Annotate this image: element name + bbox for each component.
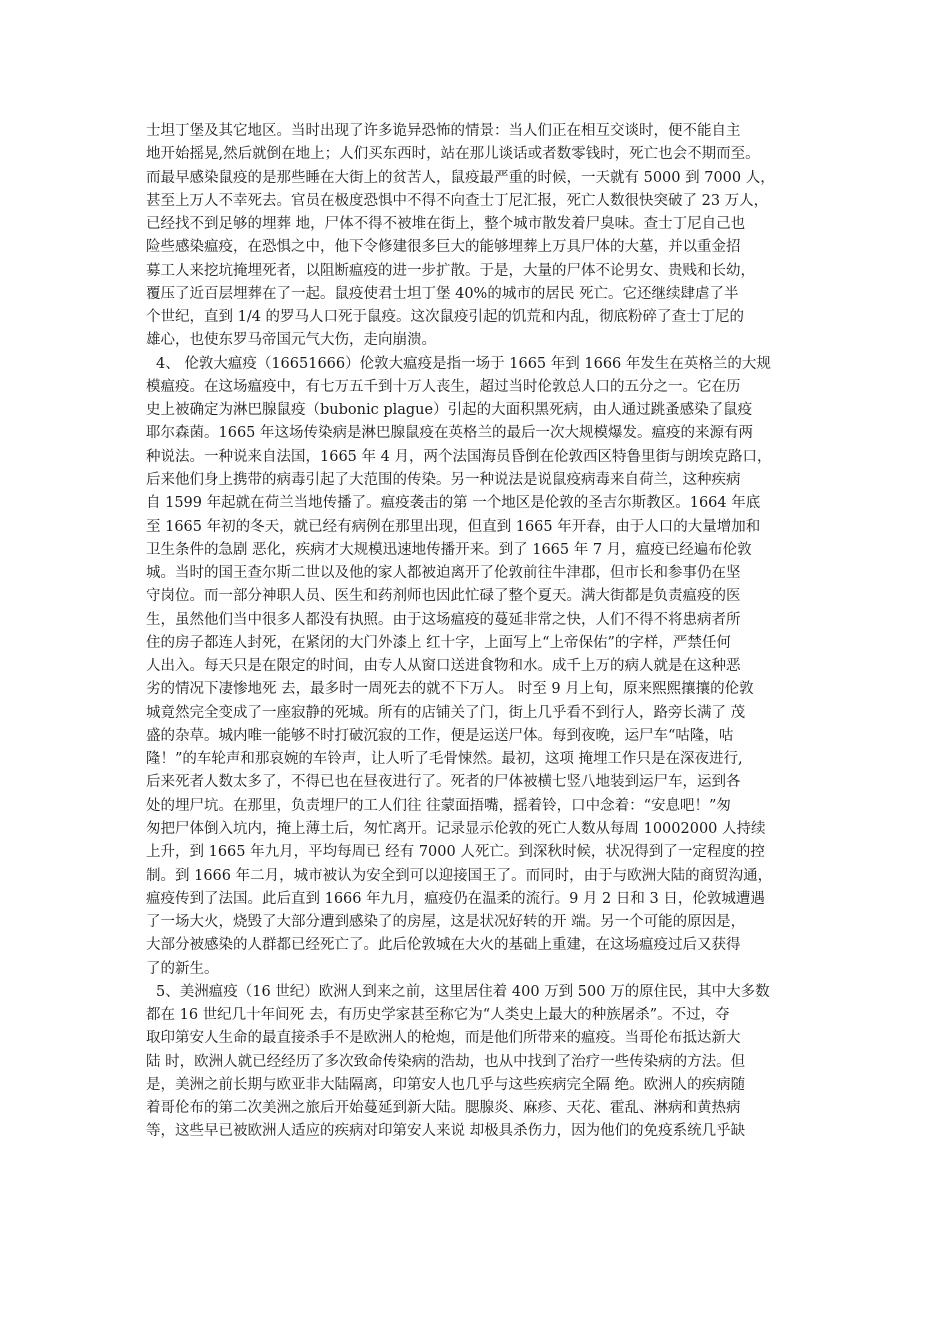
paragraph-start-line: 4、 伦敦大瘟疫（16651666）伦敦大瘟疫是指一场于 1665 年到 1666 年发生在英格兰的大规 bbox=[156, 355, 771, 372]
text-line: 至 1665 年初的冬天，就已经有病例在那里出现，但直到 1665 年开春，由于人口的大量增加和 bbox=[146, 518, 761, 535]
text-line: 覆压了近百层埋葬在了一起。鼠疫使君士坦丁堡 40%的城市的居民 死亡。它还继续肆虐了半 bbox=[146, 285, 739, 302]
text-line: 瘟疫传到了法国。此后直到 1666 年九月，瘟疫仍在温柔的流行。9 月 2 日和 3 日，伦敦城遭遇 bbox=[146, 890, 765, 907]
text-line: 陆 时，欧洲人就已经经历了多次致命传染病的浩劫，也从中找到了治疗一些传染病的方法。但 bbox=[146, 1053, 746, 1070]
document-page bbox=[146, 120, 816, 1144]
text-line: 着哥伦布的第二次美洲之旅后开始蔓延到新大陆。腮腺炎、麻疹、天花、霍乱、淋病和黄热病 bbox=[146, 1100, 741, 1117]
text-line: 甚至上万人不幸死去。官员在极度恐惧中不得不向查士丁尼汇报，死亡人数很快突破了 23 万人， bbox=[146, 192, 769, 209]
text-line: 取印第安人生命的最直接杀手不是欧洲人的枪炮，而是他们所带来的瘟疫。当哥伦布抵达新大 bbox=[146, 1030, 741, 1047]
text-line: 制。到 1666 年二月，城市被认为安全到可以迎接国王了。而同时，由于与欧洲大陆的商贸沟通， bbox=[146, 867, 773, 884]
text-line: 募工人来挖坑掩埋死者，以阻断瘟疫的进一步扩散。于是，大量的尸体不论男女、贵贱和长幼， bbox=[146, 262, 755, 279]
text-line: 是，美洲之前长期与欧亚非大陆隔离，印第安人也几乎与这些疾病完全隔 绝。欧洲人的疾病随 bbox=[146, 1076, 746, 1093]
text-line: 生，虽然他们当中很多人都没有执照。由于这场瘟疫的蔓延非常之快，人们不得不将患病者所 bbox=[146, 611, 741, 628]
text-line: 住的房子都连人封死，在紧闭的大门外漆上 红十字，上面写上“上帝保佑”的字样，严禁任何 bbox=[146, 634, 731, 651]
text-line: 史上被确定为淋巴腺鼠疫（bubonic plague）引起的大面积黑死病，由人通过跳蚤感染了鼠疫 bbox=[146, 402, 753, 419]
text-line: 自 1599 年起就在荷兰当地传播了。瘟疫袭击的第 一个地区是伦敦的圣吉尔斯教区。1664 年底 bbox=[146, 495, 761, 512]
text-line: 了的新生。 bbox=[146, 960, 219, 977]
paragraph-start-line: 5、美洲瘟疫（16 世纪）欧洲人到来之前，这里居住着 400 万到 500 万的原住民，其中大多数 bbox=[156, 983, 770, 1000]
text-line: 劣的情况下凄惨地死 去，最多时一周死去的就不下万人。 时至 9 月上旬，原来熙熙攘攘的伦敦 bbox=[146, 681, 754, 698]
text-line: 隆！”的车轮声和那哀婉的车铃声，让人听了毛骨悚然。最初，这项 掩埋工作只是在深夜进行, bbox=[146, 751, 743, 768]
text-line: 种说法。一种说来自法国，1665 年 4 月，两个法国海员昏倒在伦敦西区特鲁里街与朗埃克路口， bbox=[146, 448, 772, 465]
text-line: 个世纪，直到 1/4 的罗马人口死于鼠疫。这次鼠疫引起的饥荒和内乱，彻底粉碎了查士丁尼的 bbox=[146, 309, 745, 326]
text-line: 雄心，也使东罗马帝国元气大伤，走向崩溃。 bbox=[146, 332, 436, 349]
text-line: 模瘟疫。在这场瘟疫中，有七万五千到十万人丧生，超过当时伦敦总人口的五分之一。它在历 bbox=[146, 378, 741, 395]
text-line: 匆把尸体倒入坑内，掩上薄土后，匆忙离开。记录显示伦敦的死亡人数从每周 10002000 人持续 bbox=[146, 820, 766, 837]
text-line: 险些感染瘟疫，在恐惧之中，他下令修建很多巨大的能够埋葬上万具尸体的大墓，并以重金招 bbox=[146, 239, 741, 256]
text-line: 地开始摇晃,然后就倒在地上；人们买东西时，站在那儿谈话或者数零钱时，死亡也会不期而至。 bbox=[146, 146, 760, 163]
text-line: 已经找不到足够的埋葬 地，尸体不得不被堆在街上，整个城市散发着尸臭味。查士丁尼自己也 bbox=[146, 216, 746, 233]
text-line: 了一场大火，烧毁了大部分遭到感染了的房屋，这是状况好转的开 端。另一个可能的原因是， bbox=[146, 914, 746, 931]
text-line: 人出入。每天只是在限定的时间，由专人从窗口送进食物和水。成千上万的病人就是在这种恶 bbox=[146, 658, 741, 675]
text-line: 耶尔森菌。1665 年这场传染病是淋巴腺鼠疫在英格兰的最后一次大规模爆发。瘟疫的来源有两 bbox=[146, 425, 754, 442]
text-line: 士坦丁堡及其它地区。当时出现了许多诡异恐怖的情景：当人们正在相互交谈时，便不能自主 bbox=[146, 123, 741, 139]
text-line: 后来他们身上携带的病毒引起了大范围的传染。另一种说法是说鼠疫病毒来自荷兰，这种疾病 bbox=[146, 471, 741, 488]
text-line: 守岗位。而一部分神职人员、医生和药剂师也因此忙碌了整个夏天。满大街都是负责瘟疫的医 bbox=[146, 588, 741, 605]
text-line: 大部分被感染的人群都已经死亡了。此后伦敦城在大火的基础上重建，在这场瘟疫过后又获得 bbox=[146, 937, 741, 954]
text-line: 都在 16 世纪几十年间死 去，有历史学家甚至称它为“人类史上最大的种族屠杀”。不过，夺 bbox=[146, 1007, 730, 1024]
text-line: 后来死者人数太多了，不得已也在昼夜进行了。死者的尸体被横七竖八地装到运尸车，运到各 bbox=[146, 774, 741, 791]
text-line: 盛的杂草。城内唯一能够不时打破沉寂的工作，便是运送尸体。每到夜晚，运尸车“咕隆，咕 bbox=[146, 727, 734, 744]
text-line: 处的埋尸坑。在那里，负责埋尸的工人们往 往蒙面捂嘴，摇着铃，口中念着：“安息吧！”匆 bbox=[146, 797, 731, 814]
text-line: 上升，到 1665 年九月，平均每周已 经有 7000 人死亡。到深秋时候，状况得到了一定程度的控 bbox=[146, 844, 765, 861]
text-line: 城。当时的国王查尔斯二世以及他的家人都被迫离开了伦敦前往牛津郡，但市长和参事仍在坚 bbox=[146, 565, 741, 582]
text-line: 而最早感染鼠疫的是那些睡在大街上的贫苦人，鼠疫最严重的时候，一天就有 5000 到 7000 人， bbox=[146, 169, 775, 186]
text-line: 城竟然完全变成了一座寂静的死城。所有的店铺关了门，街上几乎看不到行人，路旁长满了 茂 bbox=[146, 704, 746, 721]
text-line: 卫生条件的急剧 恶化，疾病才大规模迅速地传播开来。到了 1665 年 7 月，瘟疫已经遍布伦敦 bbox=[146, 541, 752, 558]
text-line: 等，这些早已被欧洲人适应的疾病对印第安人来说 却极具杀伤力，因为他们的免疫系统几乎缺 bbox=[146, 1123, 746, 1140]
